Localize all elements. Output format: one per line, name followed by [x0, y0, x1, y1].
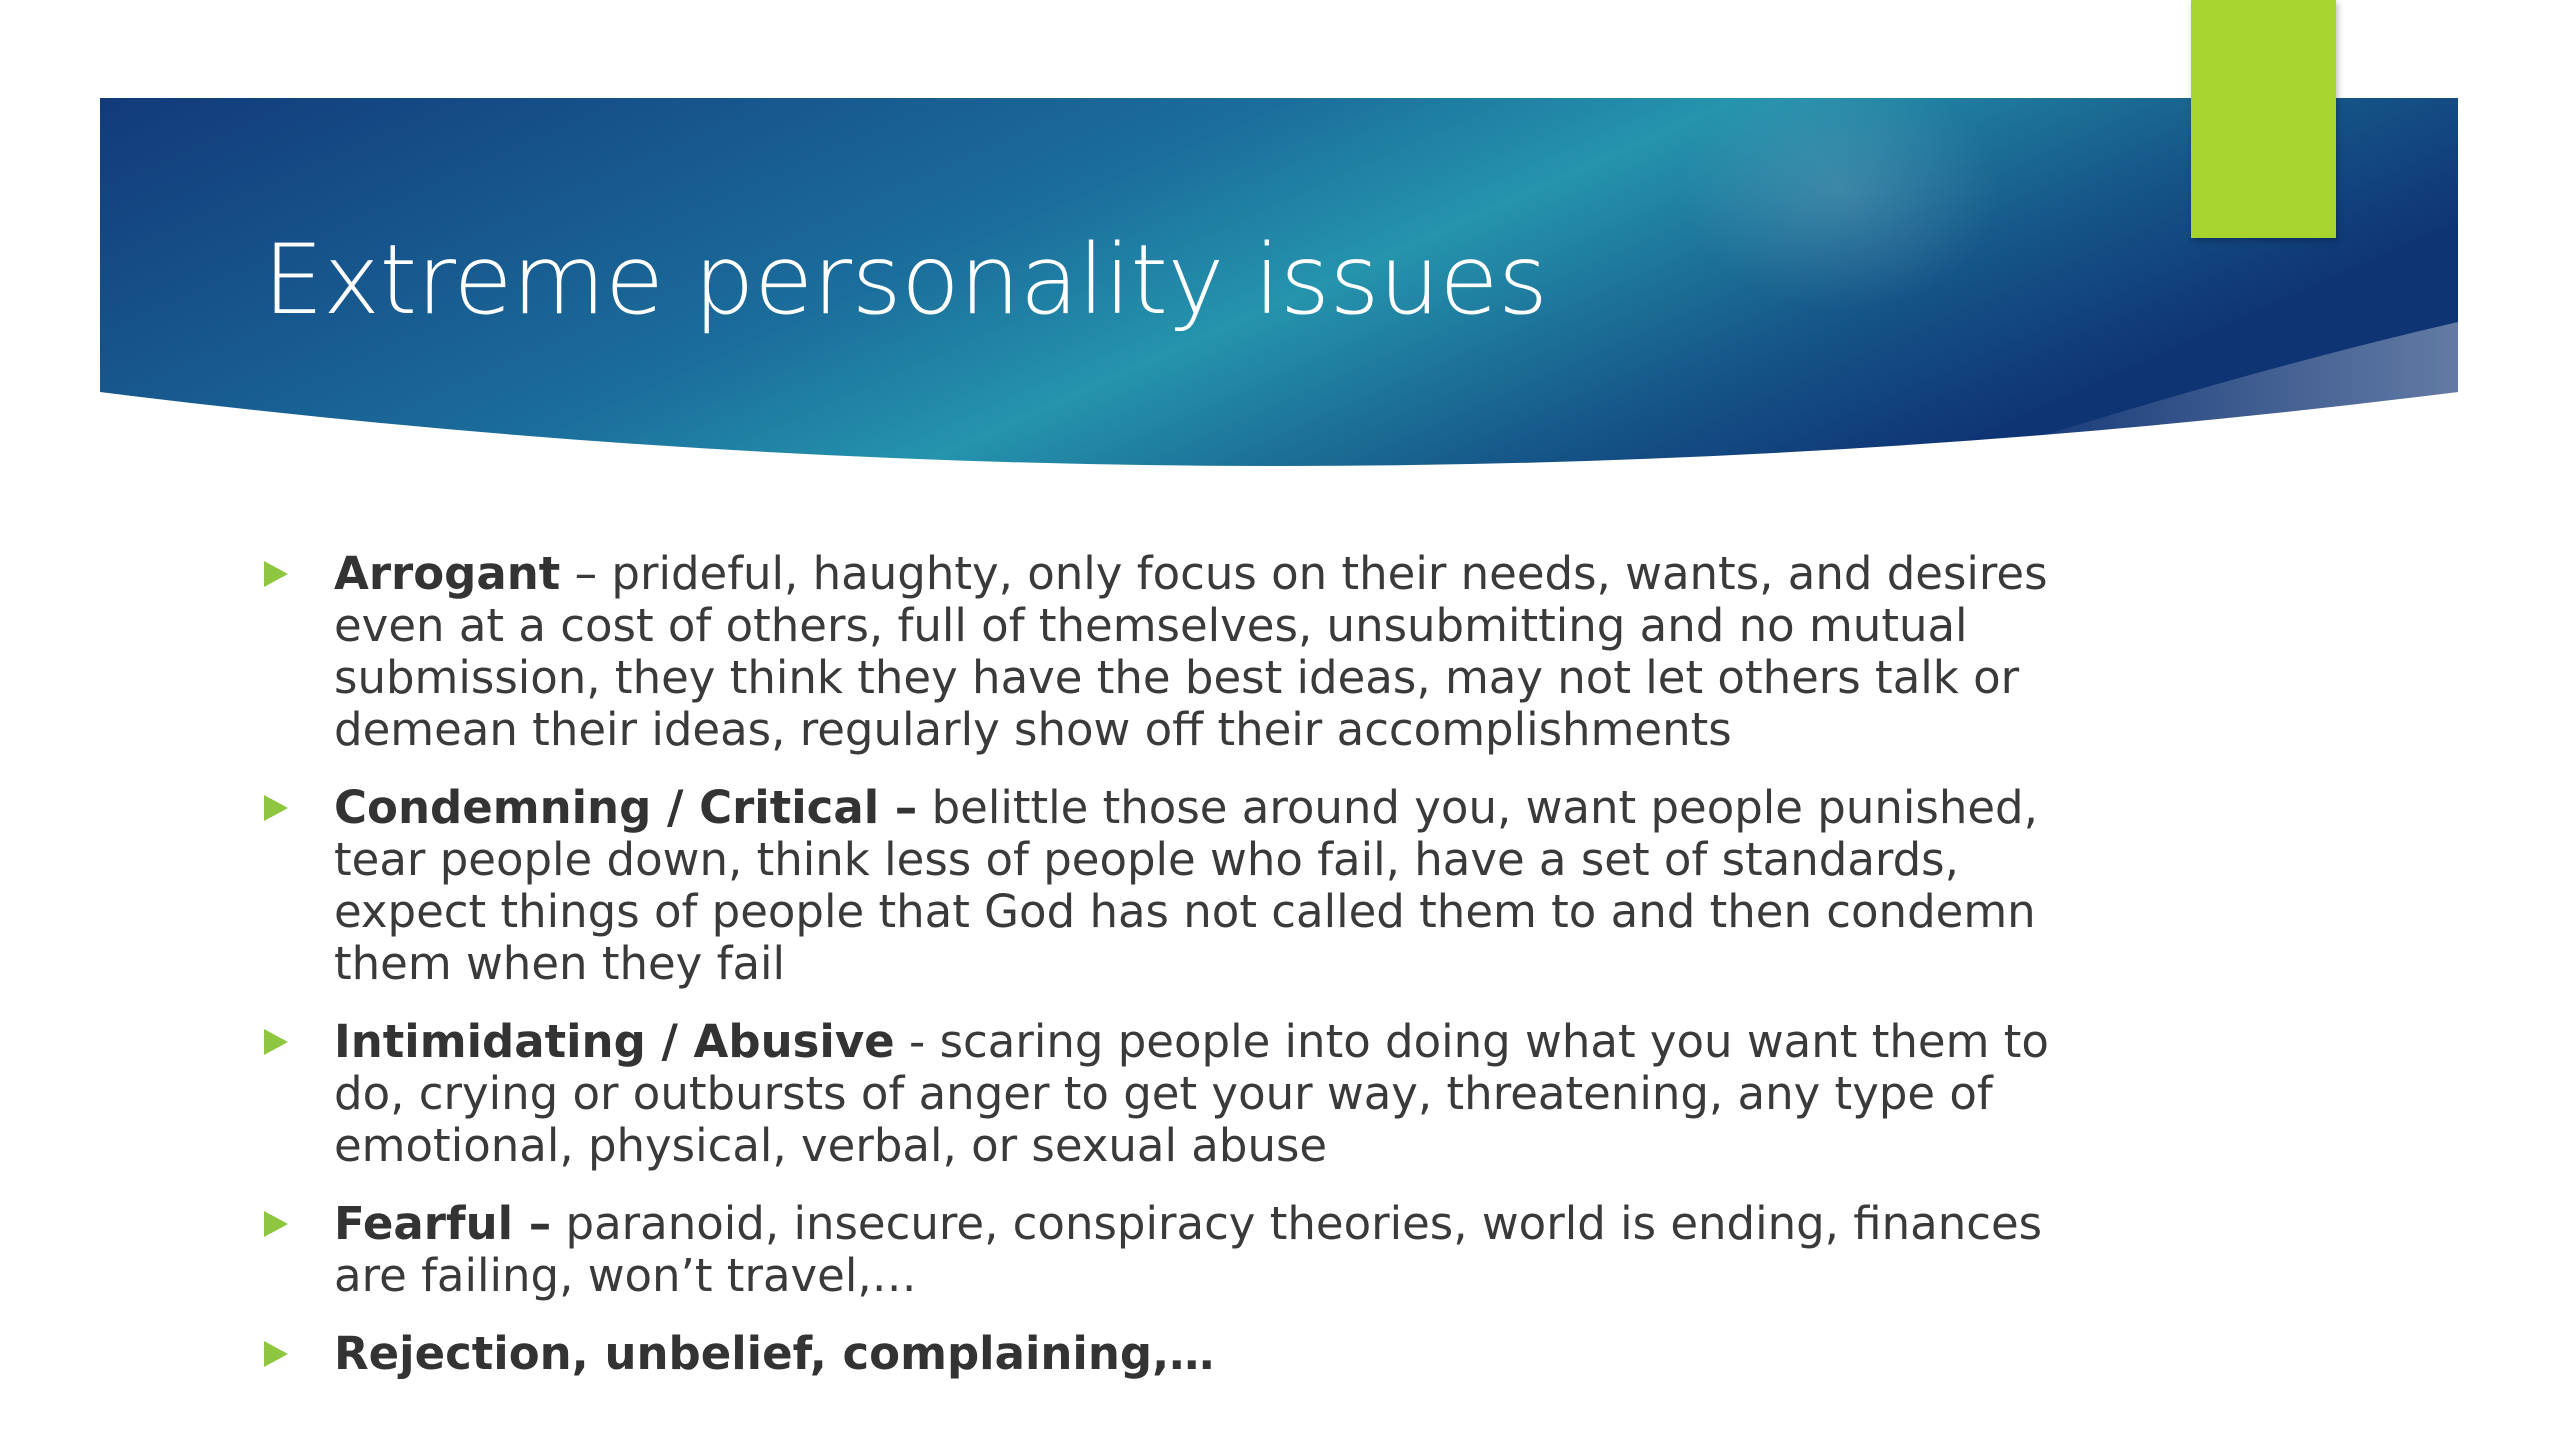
- bullet-description: belittle those around you, want people punished, tear people down, think less of people who fail, have a set of standards, expect things of people that God has not called them to and then condemn them when they fail: [334, 781, 2038, 990]
- bullet-term: Arrogant: [334, 547, 561, 600]
- slide-title: Extreme personality issues: [263, 224, 1548, 336]
- bullet-description: paranoid, insecure, conspiracy theories, world is ending, finances are failing, won’t travel,…: [334, 1197, 2043, 1302]
- list-item: [260, 548, 2080, 756]
- bullet-term: Rejection, unbelief, complaining,…: [334, 1327, 1215, 1380]
- banner-glow: [1680, 70, 2000, 310]
- bullet-term: Fearful –: [334, 1197, 552, 1250]
- list-item: [260, 1016, 2080, 1172]
- bullet-separator: [917, 781, 931, 834]
- bullet-separator: –: [560, 547, 612, 600]
- triangle-right-icon: [264, 1341, 288, 1367]
- triangle-right-icon: [264, 1029, 288, 1055]
- bullet-description: prideful, haughty, only focus on their needs, wants, and desires even at a cost of others, full of themselves, unsubmitting and no mutual submission, they think they have the best ideas, may not let others talk or demean their ideas, regularly show off their accomplishments: [334, 547, 2048, 756]
- bullet-list: [260, 548, 2080, 1406]
- bullet-term: Condemning / Critical –: [334, 781, 918, 834]
- bullet-separator: [551, 1197, 565, 1250]
- triangle-right-icon: [264, 561, 288, 587]
- list-item: [260, 1328, 2080, 1380]
- list-item: [260, 782, 2080, 990]
- triangle-right-icon: [264, 795, 288, 821]
- list-item: [260, 1198, 2080, 1302]
- bullet-term: Intimidating / Abusive: [334, 1015, 895, 1068]
- accent-block: [2191, 0, 2336, 238]
- bullet-description: scaring people into doing what you want them to do, crying or outbursts of anger to get your way, threatening, any type of emotional, physical, verbal, or sexual abuse: [334, 1015, 2049, 1172]
- triangle-right-icon: [264, 1211, 288, 1237]
- bullet-separator: -: [894, 1015, 940, 1068]
